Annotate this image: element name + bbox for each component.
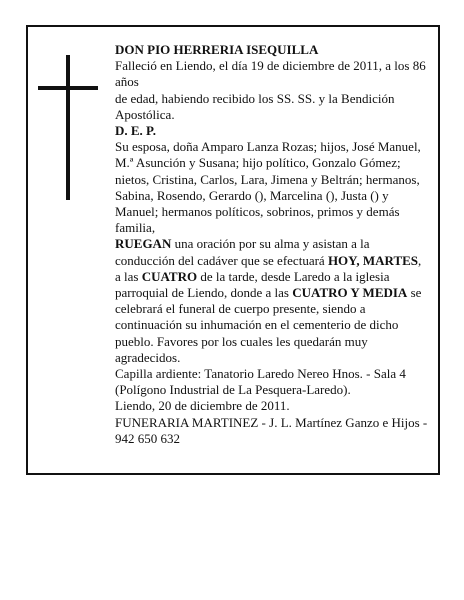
obituary-notice <box>26 25 440 475</box>
martes-word: MARTES <box>362 252 419 268</box>
dep-line: D. E. P. <box>115 123 157 139</box>
sacraments-line: de edad, habiendo recibido los SS. SS. y la Bendición Apostólica. <box>115 90 395 122</box>
request-text-3: de la tarde, desde Laredo a la iglesia parroquial de Liendo, donde a las <box>115 268 390 301</box>
death-line: Falleció en Liendo, el día 19 de diciembre de 2011, a los 86 años <box>115 58 426 90</box>
obituary-text <box>115 42 430 447</box>
cross-icon <box>38 55 98 200</box>
ruegan-word: RUEGAN <box>115 236 172 252</box>
hoy-word: HOY, <box>327 252 360 268</box>
cuatro-y-media-words: CUATRO Y MEDIA <box>292 285 408 301</box>
family-paragraph: Su esposa, doña Amparo Lanza Rozas; hijos, José Manuel, M.ª Asunción y Susana; hijo político, Gonzalo Gómez; nietos, Cristina, Carlos, Lara, Jimena y Beltrán; hermanos, Sabina, Rosendo, Gerardo (), Marcelina (), Justa () y Manuel; hermanos políticos, sobrinos, primos y demás familia, <box>115 139 421 236</box>
request-text-2: , a las <box>115 252 422 284</box>
funeral-home-line: FUNERARIA MARTINEZ - J. L. Martínez Ganzo e Hijos - 942 650 632 <box>115 414 428 446</box>
request-text-1: una oración por su alma y asistan a la conducción del cadáver que se efectuará <box>115 236 370 268</box>
request-paragraph <box>115 236 430 366</box>
chapel-line: Capilla ardiente: Tanatorio Laredo Nereo Hnos. - Sala 4 (Polígono Industrial de La Pesquera-Laredo). <box>115 366 406 398</box>
date-line: Liendo, 20 de diciembre de 2011. <box>115 398 290 414</box>
request-text-4: se celebrará el funeral de cuerpo presente, siendo a continuación su inhumación en el cementerio de dicho pueblo. Favores por los cuales les quedarán muy agradecidos. <box>115 285 422 365</box>
deceased-name: DON PIO HERRERIA ISEQUILLA <box>115 42 319 57</box>
cuatro-word: CUATRO <box>141 268 198 284</box>
